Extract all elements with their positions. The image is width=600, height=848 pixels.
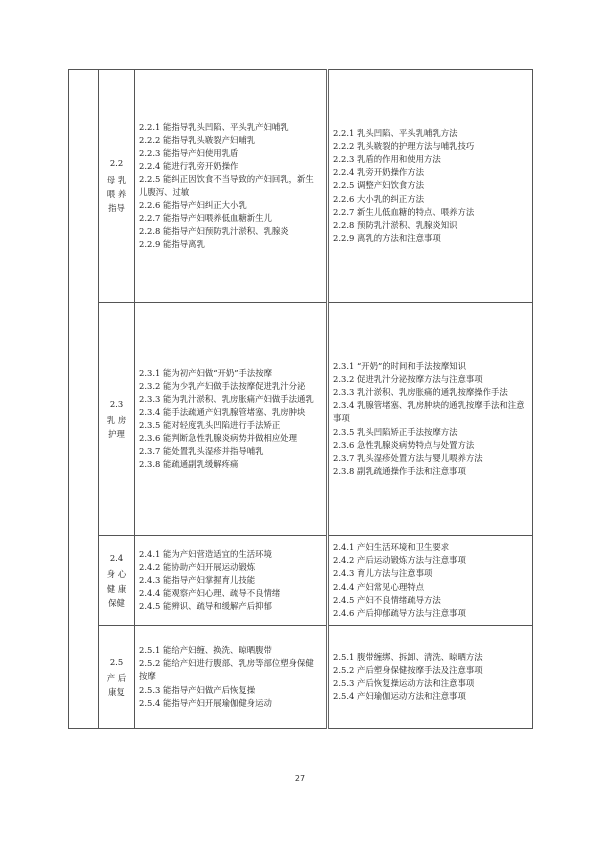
section-code: 2.2 xyxy=(109,158,124,169)
section-row xyxy=(69,70,533,303)
section-code: 2.4 xyxy=(109,552,124,563)
section-title-line: 健 康 xyxy=(106,583,127,594)
knowledge-item: 2.3.1 “开奶”的时间和手法按摩知识 xyxy=(333,361,467,372)
ability-item: 2.4.5 能辨识、疏导和缓解产后抑郁 xyxy=(139,601,272,612)
section-title-line: 乳 房 xyxy=(106,414,127,425)
ability-item: 2.4.4 能观察产妇心理、疏导不良情绪 xyxy=(139,588,281,598)
page-number: 27 xyxy=(294,774,306,783)
section-row xyxy=(69,626,533,729)
knowledge-item: 2.4.6 产后抑郁疏导方法与注意事项 xyxy=(333,607,466,618)
ability-item: 2.4.1 能为产妇营造适宜的生活环境 xyxy=(139,548,272,559)
ability-item: 2.2.8 能指导产妇预防乳汁淤积、乳腺炎 xyxy=(139,226,289,237)
knowledge-item: 2.2.3 乳盾的作用和使用方法 xyxy=(333,154,441,165)
ability-item: 2.2.9 能指导离乳 xyxy=(139,239,205,250)
section-code: 2.5 xyxy=(109,656,124,667)
knowledge-item: 2.4.5 产妇不良情绪疏导方法 xyxy=(333,594,441,605)
section-title-line: 护理 xyxy=(108,429,125,440)
knowledge-item: 2.2.7 新生儿低血糖的特点、喂养方法 xyxy=(333,206,475,217)
knowledge-item: 2.2.9 离乳的方法和注意事项 xyxy=(333,232,441,243)
section-code: 2.3 xyxy=(109,398,124,409)
ability-item: 2.2.2 能指导乳头皲裂产妇哺乳 xyxy=(139,134,256,145)
ability-item: 2.5.1 能给产妇缠、换洗、晾晒腹带 xyxy=(139,645,272,656)
section-title-line: 母 乳 xyxy=(106,174,127,185)
ability-item: 2.2.3 能指导产妇使用乳盾 xyxy=(139,147,239,158)
ability-item: 2.3.3 能为乳汁淤积、乳房胀痛产妇做手法通乳 xyxy=(139,393,314,404)
ability-item: 2.3.1 能为初产妇做“开奶”手法按摩 xyxy=(139,367,273,378)
knowledge-item: 2.3.2 促进乳汁分泌按摩方法与注意事项 xyxy=(333,374,483,385)
knowledge-item: 2.4.1 产妇生活环境和卫生要求 xyxy=(333,542,450,553)
section-title xyxy=(99,70,135,303)
knowledge-item: 2.2.2 乳头皲裂的护理方法与哺乳技巧 xyxy=(333,141,475,152)
knowledge-item: 2.4.2 产后运动锻炼方法与注意事项 xyxy=(333,555,466,566)
ability-item: 2.3.8 能疏通副乳缓解疼痛 xyxy=(139,459,239,470)
ability-item: 2.4.2 能协助产妇开展运动锻炼 xyxy=(139,561,256,572)
knowledge-item: 2.2.1 乳头凹陷、平头乳哺乳方法 xyxy=(333,128,458,139)
ability-item: 2.3.7 能处置乳头湿疹并指导哺乳 xyxy=(139,446,264,457)
knowledge-requirements xyxy=(328,536,533,626)
knowledge-requirements xyxy=(328,70,533,303)
ability-requirements xyxy=(135,70,328,303)
knowledge-requirements xyxy=(328,626,533,729)
section-title xyxy=(99,303,135,536)
ability-item: 2.2.6 能指导产妇纠正大小乳 xyxy=(139,200,247,211)
knowledge-item: 2.4.3 育儿方法与注意事项 xyxy=(333,568,433,579)
ability-item: 2.5.2 能给产妇进行腹部、乳房等部位塑身保健按摩 xyxy=(139,658,314,682)
ability-item: 2.2.4 能进行乳旁开奶操作 xyxy=(139,160,239,171)
ability-item: 2.3.5 能对轻度乳头凹陷进行手法矫正 xyxy=(139,420,281,430)
ability-requirements xyxy=(135,303,328,536)
knowledge-requirements xyxy=(328,303,533,536)
section-title-line: 喂 养 xyxy=(106,189,127,199)
knowledge-item: 2.5.1 腹带缠绑、拆卸、清洗、晾晒方法 xyxy=(333,651,483,662)
level-column xyxy=(69,70,99,729)
section-title xyxy=(99,626,135,729)
knowledge-item: 2.5.3 产后恢复操运动方法和注意事项 xyxy=(333,678,475,688)
knowledge-item: 2.5.4 产妇瑜伽运动方法和注意事项 xyxy=(333,691,466,702)
ability-item: 2.2.7 能指导产妇喂养低血糖新生儿 xyxy=(139,213,272,224)
ability-requirements xyxy=(135,536,328,626)
knowledge-item: 2.3.7 乳头湿疹处置方法与婴儿喂养方法 xyxy=(333,452,483,463)
ability-item: 2.2.1 能指导乳头凹陷、平头乳产妇哺乳 xyxy=(139,121,289,132)
knowledge-item: 2.2.8 预防乳汁淤积、乳腺炎知识 xyxy=(333,219,458,230)
knowledge-item: 2.3.5 乳头凹陷矫正手法按摩方法 xyxy=(333,426,458,437)
knowledge-item: 2.2.6 大小乳的纠正方法 xyxy=(333,193,424,204)
ability-item: 2.3.6 能判断急性乳腺炎病势并做相应处理 xyxy=(139,433,297,444)
section-title-line: 身 心 xyxy=(106,569,127,580)
ability-item: 2.4.3 能指导产妇掌握育儿技能 xyxy=(139,574,256,585)
knowledge-item: 2.3.3 乳汁淤积、乳房胀痛的通乳按摩操作手法 xyxy=(333,387,508,398)
ability-item: 2.3.2 能为少乳产妇做手法按摩促进乳汁分泌 xyxy=(139,380,306,391)
knowledge-item: 2.3.4 乳腺管堵塞、乳房肿块的通乳按摩手法和注意事项 xyxy=(333,400,525,424)
section-title-line: 指导 xyxy=(108,203,125,214)
section-row xyxy=(69,536,533,626)
knowledge-item: 2.3.8 副乳疏通操作手法和注意事项 xyxy=(333,465,466,476)
ability-item: 2.2.5 能纠正因饮食不当导致的产妇回乳，新生儿腹泻、过敏 xyxy=(139,173,314,197)
ability-item: 2.5.3 能指导产妇做产后恢复操 xyxy=(139,684,256,695)
skills-table xyxy=(68,69,533,729)
section-title-line: 康复 xyxy=(108,687,125,698)
section-row xyxy=(69,303,533,536)
ability-item: 2.3.4 能手法疏通产妇乳腺管堵塞、乳房肿块 xyxy=(139,406,306,417)
knowledge-item: 2.2.4 乳旁开奶操作方法 xyxy=(333,167,424,178)
section-title-line: 保健 xyxy=(108,597,125,608)
section-title xyxy=(99,536,135,626)
ability-requirements xyxy=(135,626,328,729)
section-title-line: 产 后 xyxy=(106,672,127,683)
knowledge-item: 2.2.5 调整产妇饮食方法 xyxy=(333,180,424,191)
ability-item: 2.5.4 能指导产妇开展瑜伽健身运动 xyxy=(139,697,272,708)
knowledge-item: 2.5.2 产后塑身保健按摩手法及注意事项 xyxy=(333,664,483,675)
knowledge-item: 2.4.4 产妇常见心理特点 xyxy=(333,581,424,592)
knowledge-item: 2.3.6 急性乳腺炎病势特点与处置方法 xyxy=(333,439,475,450)
